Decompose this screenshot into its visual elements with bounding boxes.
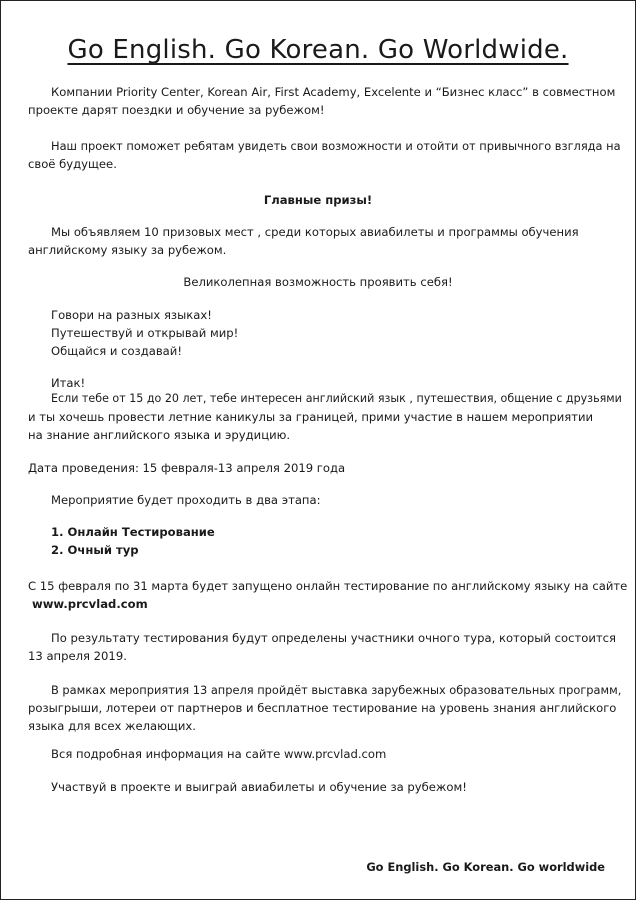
cta-line: Участвуй в проекте и выиграй авиабилеты и обучение за рубежом! <box>51 780 467 794</box>
prizes-line-1: Мы объявляем 10 призовых мест , среди которых авиабилеты и программы обучения <box>51 225 579 239</box>
slogan-1: Говори на разных языках! <box>51 308 212 322</box>
slogan-2: Путешествуй и открывай мир! <box>51 326 239 340</box>
event-line-1: В рамках мероприятия 13 апреля пройдёт выставка зарубежных образовательных программ, <box>51 683 622 697</box>
page-title: Go English. Go Korean. Go Worldwide. <box>67 35 569 65</box>
intro-line-1: Компании Priority Center, Korean Air, First Academy, Excelente и “Бизнес класс” в совместном <box>51 85 616 99</box>
project-line-2: своё будущее. <box>28 157 117 171</box>
event-line-3: языка для всех желающих. <box>28 719 196 733</box>
prizes-heading: Главные призы! <box>263 193 373 207</box>
itak-line-1: Если тебе от 15 до 20 лет, тебе интересен английский язык , путешествия, общение с друзьями <box>51 392 622 405</box>
results-line-1: По результату тестирования будут определены участники очного тура, который состоится <box>51 631 616 645</box>
event-line-2: розыгрыши, лотереи от партнеров и бесплатное тестирование на уровень знания английского <box>28 701 617 715</box>
info-line: Вся подробная информация на сайте www.prcvlad.com <box>51 747 387 761</box>
intro-line-2: проекте дарят поездки и обучение за рубежом! <box>28 103 325 117</box>
project-line-1: Наш проект поможет ребятам увидеть свои возможности и отойти от привычного взгляда на <box>51 139 621 153</box>
itak-line-3: на знание английского языка и эрудицию. <box>28 428 291 442</box>
opportunity-line: Великолепная возможность проявить себя! <box>183 275 453 289</box>
stages-intro: Мероприятие будет проходить в два этапа: <box>51 493 321 507</box>
prizes-line-2: английскому языку за рубежом. <box>28 243 227 257</box>
online-line-1: С 15 февраля по 31 марта будет запущено онлайн тестирование по английскому языку на сайте <box>28 579 628 593</box>
slogan-3: Общайся и создавай! <box>51 344 182 358</box>
footer-slogan: Go English. Go Korean. Go worldwide <box>366 860 605 874</box>
itak-line-2: и ты хочешь провести летние каникулы за границей, прими участие в нашем мероприятии <box>28 410 594 424</box>
stage-2: 2. Очный тур <box>51 543 139 557</box>
itak-heading: Итак! <box>51 376 86 390</box>
stage-1: 1. Онлайн Тестирование <box>51 525 215 539</box>
event-date: Дата проведения: 15 февраля-13 апреля 2019 года <box>28 461 346 475</box>
results-line-2: 13 апреля 2019. <box>28 649 127 663</box>
site-link[interactable]: www.prcvlad.com <box>32 597 148 611</box>
